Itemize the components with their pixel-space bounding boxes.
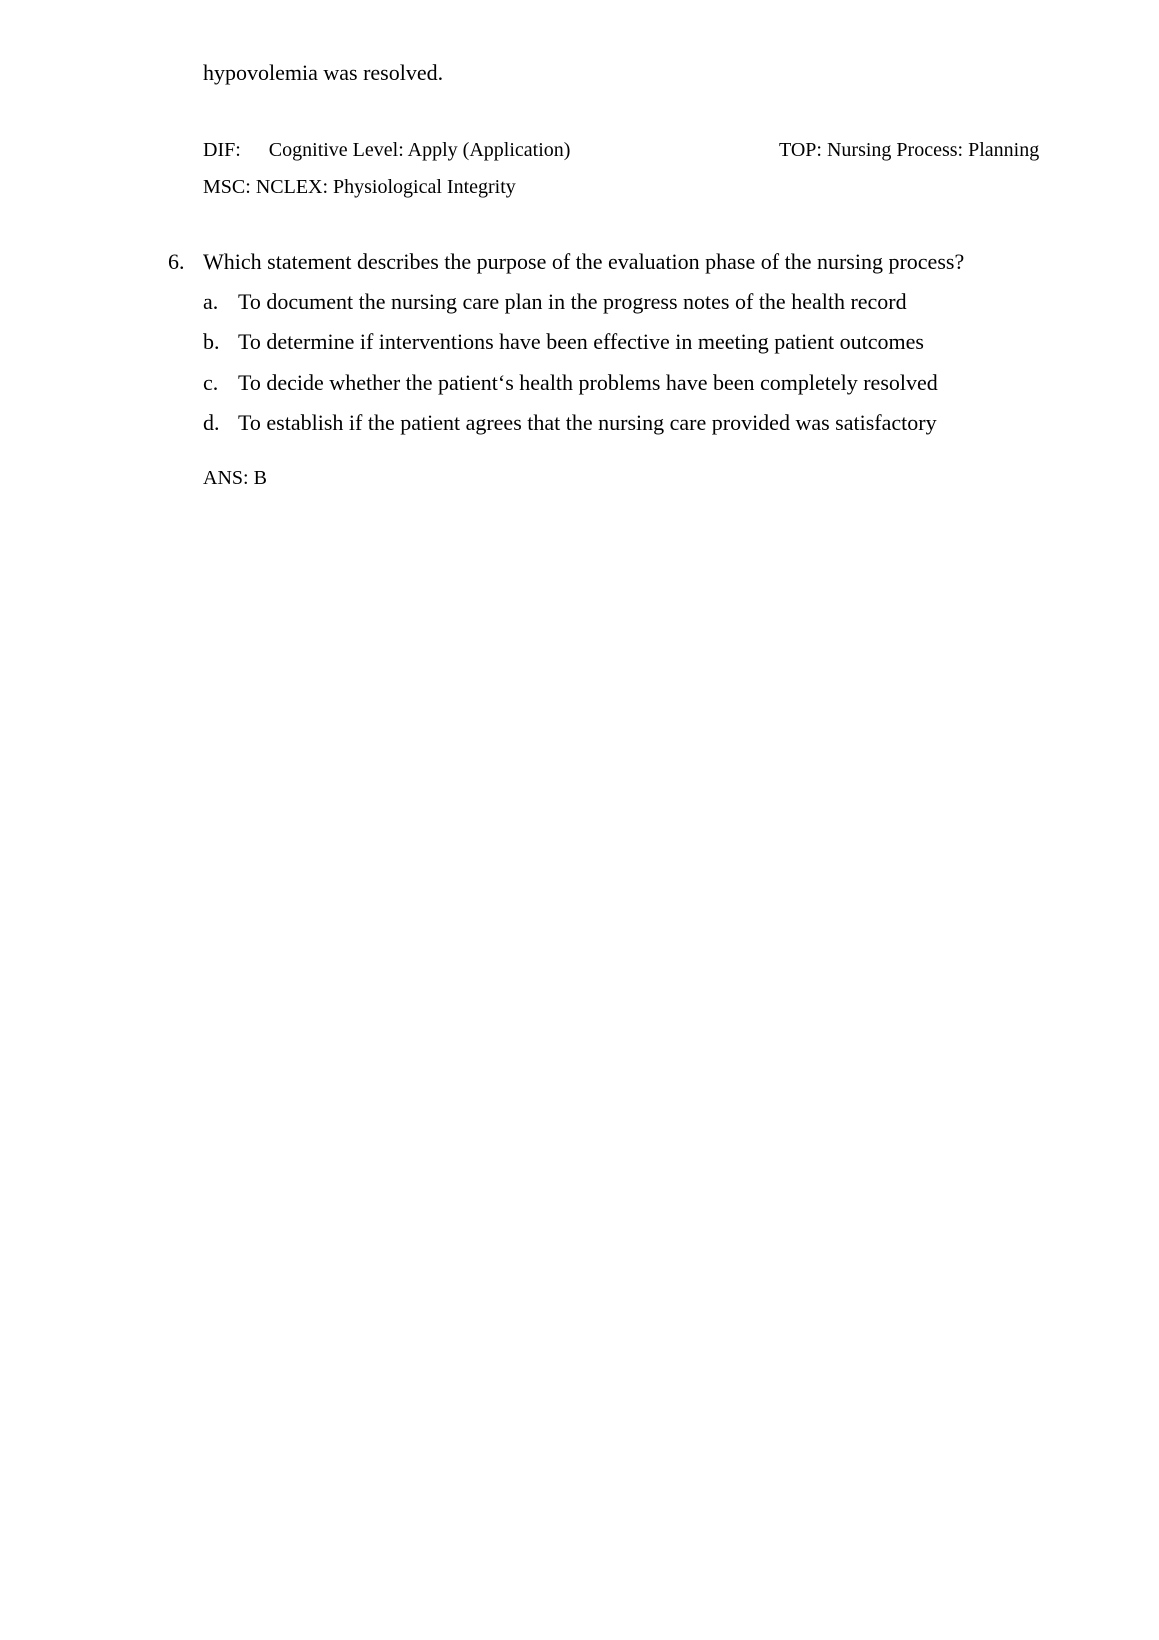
top-value: Nursing Process: Planning [826,139,1040,161]
msc-label: MSC: [203,176,251,198]
option-letter-b: b. [203,329,220,354]
top-row [779,139,1039,162]
msc-row [203,176,516,199]
option-letter-a: a. [203,289,219,314]
answer-row [203,467,267,490]
option-text-a: To document the nursing care plan in the progress notes of the health record [238,289,907,314]
answer-label: ANS: [203,467,249,489]
option-letter-c: c. [203,370,219,395]
continuation-text: hypovolemia was resolved. [203,60,444,85]
option-text-c: To decide whether the patient‘s health problems have been completely resolved [238,370,938,395]
question-stem: Which statement describes the purpose of the evaluation phase of the nursing process? [203,249,965,274]
msc-value: NCLEX: Physiological Integrity [255,176,516,198]
dif-value: Cognitive Level: Apply (Application) [268,139,571,161]
answer-value: B [253,467,267,489]
option-text-b: To determine if interventions have been effective in meeting patient outcomes [238,329,924,354]
dif-label: DIF: [203,139,241,161]
question-number: 6. [168,249,185,274]
option-letter-d: d. [203,410,220,435]
option-text-d: To establish if the patient agrees that the nursing care provided was satisfactory [238,410,937,435]
top-label: TOP: [779,139,822,161]
dif-row [203,139,570,162]
